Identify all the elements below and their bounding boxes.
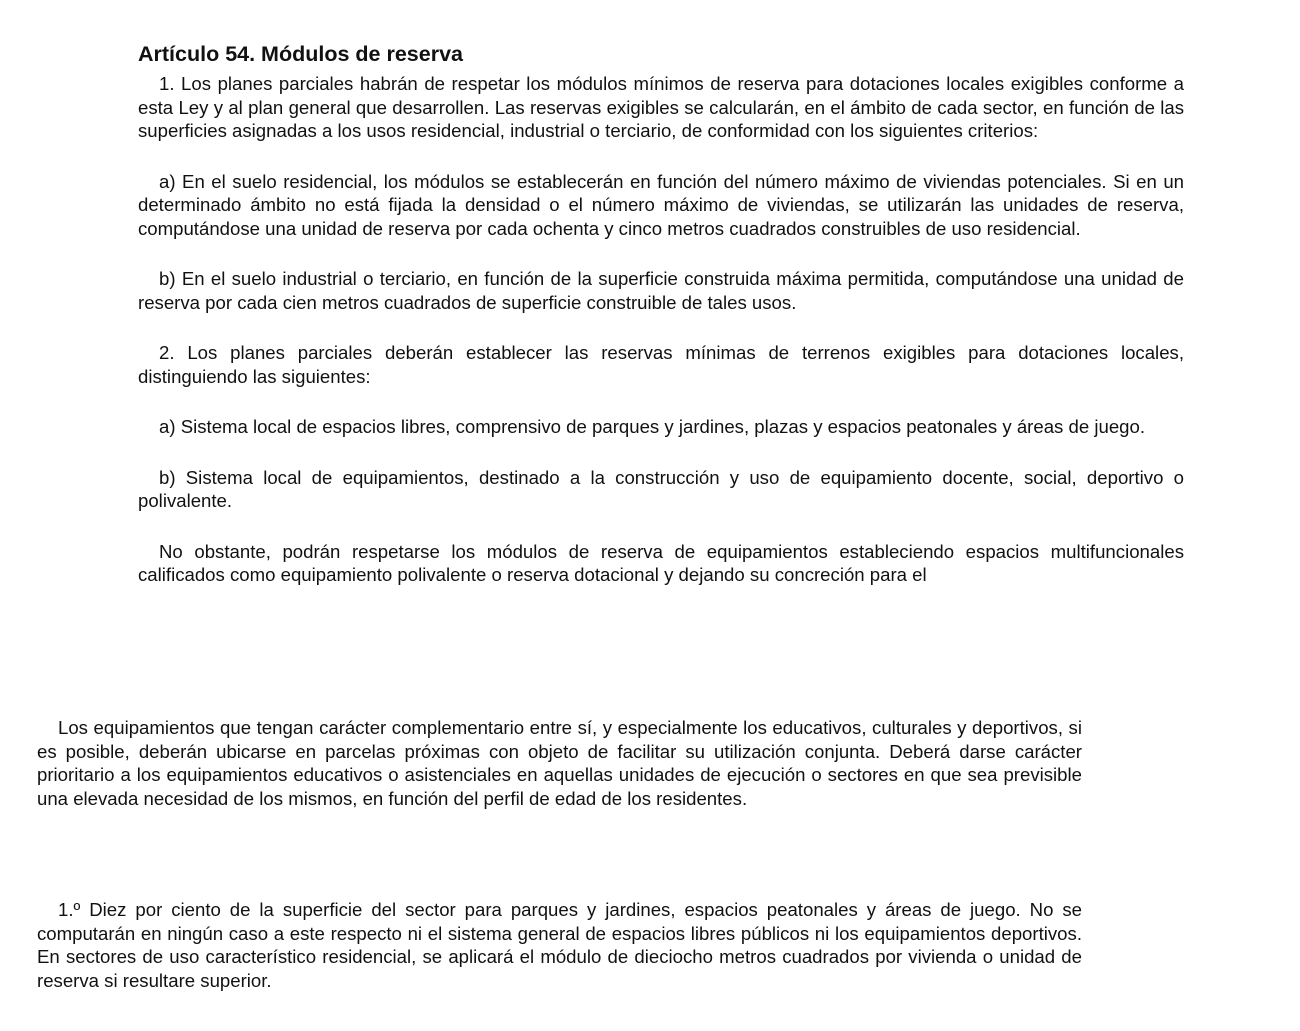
article-excerpt: [138, 40, 1184, 670]
article-paragraph: a) Sistema local de espacios libres, comprensivo de parques y jardines, plazas y espacios peatonales y áreas de juego.: [159, 416, 1146, 437]
article-paragraph: b) En el suelo industrial o terciario, en función de la superficie construida máxima permitida, computándose una unidad de reserva por cada cien metros cuadrados de superficie construible de tales usos.: [138, 268, 1184, 313]
equipamientos-paragraph: Los equipamientos que tengan carácter complementario entre sí, y especialmente los educativos, culturales y deportivos, si es posible, deberán ubicarse en parcelas próximas con objeto de facilitar su utilización conjunta. Deberá darse carácter prioritario a los equipamientos educativos o asistenciales en aquellas unidades de ejecución o sectores en que sea previsible una elevada necesidad de los mismos, en función del perfil de edad de los residentes.: [37, 717, 1082, 809]
espacios-libres-excerpt: [37, 898, 1082, 992]
espacios-libres-paragraph: 1.º Diez por ciento de la superficie del sector para parques y jardines, espacios peatonales y áreas de juego. No se computarán en ningún caso a este respecto ni el sistema general de espacios libres públicos ni los equipamientos deportivos. En sectores de uso característico residencial, se aplicará el módulo de dieciocho metros cuadrados por vivienda o unidad de reserva si resultare superior.: [37, 899, 1082, 991]
article-paragraph: a) En el suelo residencial, los módulos se establecerán en función del número máximo de viviendas potenciales. Si en un determinado ámbito no está fijada la densidad o el número máximo de viviendas, se utilizarán las unidades de reserva, computándose una unidad de reserva por cada ochenta y cinco metros cuadrados construibles de uso residencial.: [138, 170, 1184, 239]
article-paragraph: 1. Los planes parciales habrán de respetar los módulos mínimos de reserva para dotaciones locales exigibles conforme a esta Ley y al plan general que desarrollen. Las reservas exigibles se calcularán, en el ámbito de cada sector, en función de las superficies asignadas a los usos residencial, industrial o terciario, de conformidad con los siguientes criterios:: [138, 73, 1184, 141]
article-paragraph: 2. Los planes parciales deberán establecer las reservas mínimas de terrenos exigibles para dotaciones locales, distinguiendo las siguientes:: [138, 342, 1184, 387]
article-paragraph: b) Sistema local de equipamientos, destinado a la construcción y uso de equipamiento docente, social, deportivo o polivalente.: [138, 466, 1184, 511]
equipamientos-excerpt: [37, 716, 1082, 810]
article-title: Artículo 54. Módulos de reserva: [138, 42, 463, 66]
article-paragraph-truncated: No obstante, podrán respetarse los módulos de reserva de equipamientos estableciendo espacios multifuncionales calificados como equipamiento polivalente o reserva dotacional y dejando su concreción para el: [138, 540, 1184, 585]
